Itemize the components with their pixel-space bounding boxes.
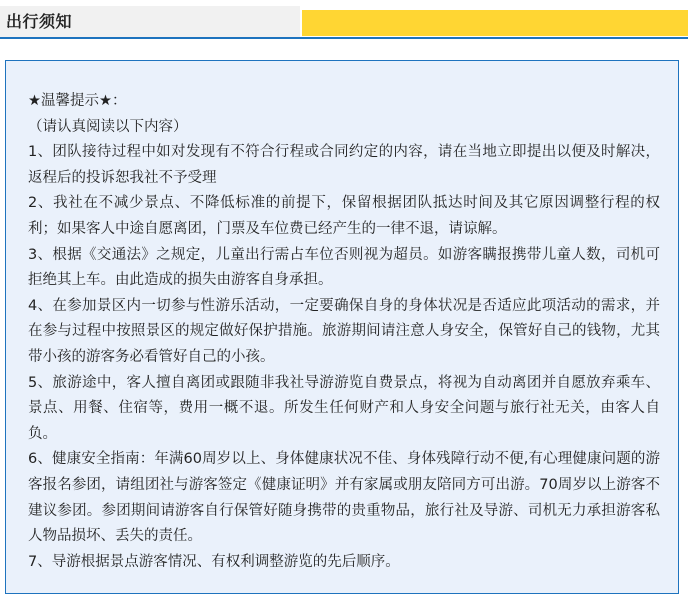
notice-item-3: 3、根据《交通法》之规定，儿童出行需占车位否则视为超员。如游客瞒报携带儿童人数，司机可拒绝其上车。由此造成的损失由游客自身承担。 [28,246,660,289]
header-underline [0,37,688,39]
notice-item-4: 4、在参加景区内一切参与性游乐活动，一定要确保自身的身体状况是否适应此项活动的需求，并在参与过程中按照景区的规定做好保护措施。旅游期间请注意人身安全，保管好自己的钱物，尤其带小孩的游客务必看管好自己的小孩。 [28,297,660,365]
notice-item-5: 5、旅游途中，客人擅自离团或跟随非我社导游游览自费景点，将视为自动离团并自愿放弃乘车、景点、用餐、住宿等，费用一概不退。所发生任何财产和人身安全问题与旅行社无关，由客人自负。 [28,374,660,442]
notice-item-7: 7、导游根据景点游客情况、有权利调整游览的先后顺序。 [28,553,400,570]
notice-item-1: 1、团队接待过程中如对发现有不符合行程或合同约定的内容，请在当地立即提出以便及时解决，返程后的投诉恕我社不予受理 [28,144,660,186]
section-header [0,0,688,38]
notice-item-2: 2、我社在不减少景点、不降低标准的前提下，保留根据团队抵达时间及其它原因调整行程的权利；如果客人中途自愿离团，门票及车位费已经产生的一律不退，请谅解。 [28,195,660,237]
notice-box [5,60,679,594]
header-accent-bar [302,10,688,36]
notice-heading: ★温馨提示★： [28,93,127,109]
notice-item-6: 6、健康安全指南：年满60周岁以上、身体健康状况不佳、身体残障行动不便,有心理健康问题的游客报名参团，请组团社与游客签定《健康证明》并有家属或朋友陪同方可出游。70周岁以上游客不建议参团。参团期间请游客自行保管好随身携带的贵重物品，旅行社及导游、司机无力承担游客私人物品损坏、丢失的责任。 [28,451,660,545]
section-title: 出行须知 [6,12,73,31]
notice-subheading: （请认真阅读以下内容） [28,118,188,135]
